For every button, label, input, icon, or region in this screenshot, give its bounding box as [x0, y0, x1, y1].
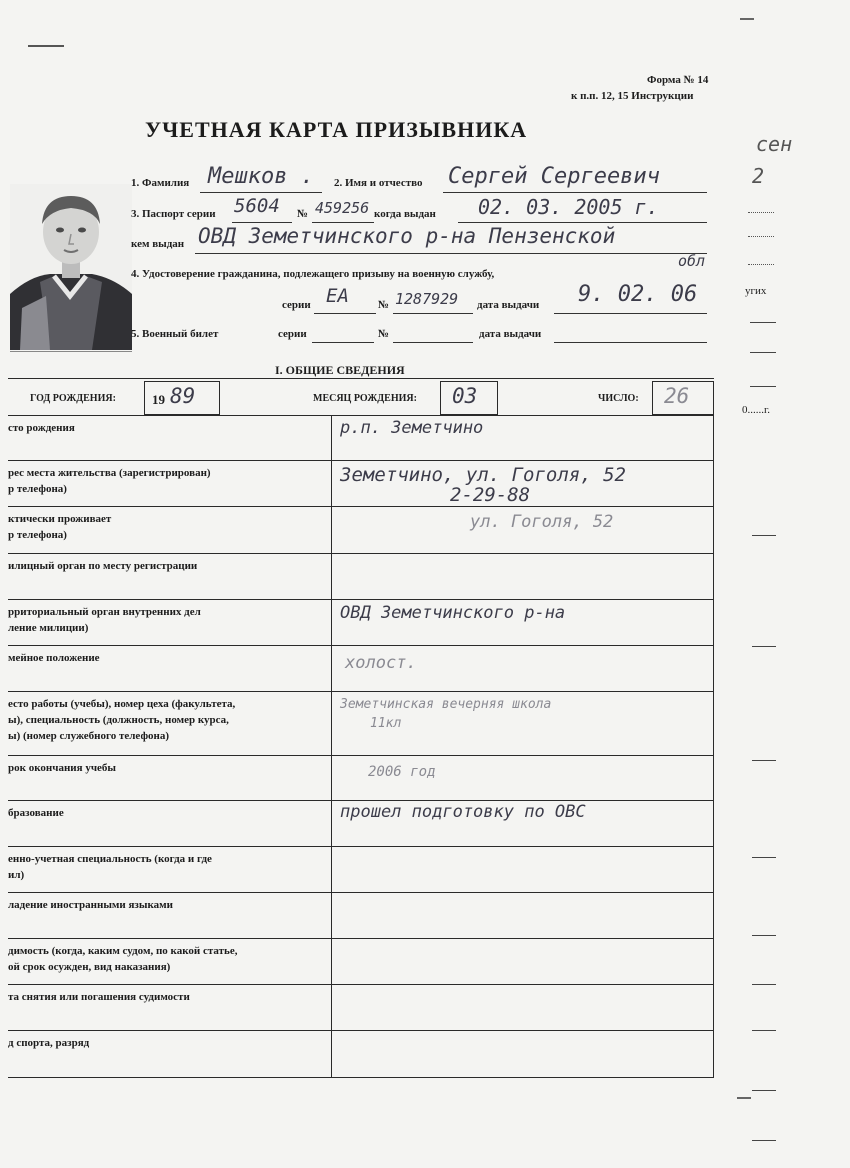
- margin-line: [752, 535, 776, 536]
- row-divider: [8, 599, 714, 600]
- issued-by-value: ОВД Земетчинского р-на Пензенской: [198, 224, 616, 248]
- row-divider: [8, 691, 714, 692]
- surname-value: Мешков .: [208, 164, 314, 189]
- cert-series-value: ЕА: [326, 285, 349, 307]
- birth-month-label: МЕСЯЦ РОЖДЕНИЯ:: [313, 393, 417, 404]
- margin-line: [752, 984, 776, 985]
- margin-note-others: угих: [745, 285, 767, 297]
- row-value: р.п. Земетчино: [340, 418, 484, 438]
- certificate-label: 4. Удостоверение гражданина, подлежащего призыву на военную службу,: [131, 268, 495, 280]
- issued-by-label: кем выдан: [131, 238, 185, 250]
- military-number-line: [393, 342, 473, 343]
- row-label: мейное положение: [8, 652, 100, 664]
- row-divider: [8, 800, 714, 801]
- scan-mark: [28, 45, 64, 47]
- row-label: бразование: [8, 807, 64, 819]
- cert-date-label: дата выдачи: [477, 299, 540, 311]
- row-label: енно-учетная специальность (когда и где ил): [8, 853, 212, 881]
- row-label: есто работы (учебы), номер цеха (факультета, ы), специальность (должность, номер курса, ы) (номер служебного телефона): [8, 698, 236, 742]
- passport-issued-value: 02. 03. 2005 г.: [478, 195, 659, 219]
- birth-year-value: 89: [170, 384, 196, 408]
- row-value: 2006 год: [368, 764, 436, 780]
- row-value: Земетчинская вечерняя школа: [340, 697, 552, 712]
- row-divider: [8, 553, 714, 554]
- margin-note-top: сен: [756, 132, 793, 156]
- military-date-line: [554, 342, 707, 343]
- passport-series-label: 3. Паспорт серии: [131, 208, 216, 220]
- name-line: [443, 192, 707, 193]
- row-label: димость (когда, каким судом, по какой статье, ой срок осужден, вид наказания): [8, 945, 238, 973]
- row-value: ул. Гоголя, 52: [470, 512, 614, 532]
- name-label: 2. Имя и отчество: [334, 177, 423, 189]
- row-label: ктически проживает р телефона): [8, 513, 112, 541]
- row-value: холост.: [345, 653, 417, 673]
- row-label: илицный орган по месту регистрации: [8, 560, 198, 572]
- passport-issued-line: [458, 222, 707, 223]
- row-value: Земетчино, ул. Гоголя, 52: [340, 464, 626, 486]
- table-bottom-border: [8, 1077, 714, 1078]
- row-label: рок окончания учебы: [8, 762, 116, 774]
- name-value: Сергей Сергеевич: [448, 164, 660, 189]
- surname-label: 1. Фамилия: [131, 177, 190, 189]
- document-title: УЧЕТНАЯ КАРТА ПРИЗЫВНИКА: [145, 117, 528, 142]
- photo-portrait-icon: [10, 184, 132, 350]
- row-value: ОВД Земетчинского р-на: [340, 603, 566, 623]
- margin-dots: [748, 264, 774, 265]
- issued-by-line: [195, 253, 707, 254]
- row-label: сто рождения: [8, 422, 75, 434]
- row-label: та снятия или погашения судимости: [8, 991, 190, 1003]
- margin-note-date: 0......г.: [742, 404, 771, 416]
- form-reference: к п.п. 12, 15 Инструкции: [571, 90, 694, 102]
- table-header-border: [8, 415, 714, 416]
- row-divider: [8, 755, 714, 756]
- military-date-label: дата выдачи: [479, 328, 542, 340]
- row-value-class: 11кл: [370, 716, 402, 731]
- photo: [10, 184, 132, 350]
- passport-number-line: [312, 222, 374, 223]
- row-divider: [8, 645, 714, 646]
- row-label: рес места жительства (зарегистрирован) р телефона): [8, 467, 211, 495]
- row-divider: [8, 1030, 714, 1031]
- margin-dots: [748, 236, 774, 237]
- margin-line: [752, 760, 776, 761]
- scan-mark-right: [740, 18, 754, 20]
- row-value-phone: 2-29-88: [450, 484, 531, 506]
- passport-number-value: 459256: [315, 199, 370, 217]
- passport-series-line: [232, 222, 292, 223]
- margin-line: [750, 386, 776, 387]
- margin-line: [752, 857, 776, 858]
- row-divider: [8, 938, 714, 939]
- row-value: прошел подготовку по ОВС: [340, 802, 586, 822]
- cert-number-line: [393, 313, 473, 314]
- margin-note-number: 2: [752, 164, 765, 188]
- margin-dots: [748, 212, 774, 213]
- birth-year-label: ГОД РОЖДЕНИЯ:: [30, 393, 116, 404]
- photo-divider: [10, 351, 132, 352]
- military-series-label: серии: [278, 328, 307, 340]
- row-divider: [8, 460, 714, 461]
- birth-year-prefix: 19: [152, 392, 165, 407]
- row-divider: [8, 892, 714, 893]
- military-id-label: 5. Военный билет: [131, 328, 219, 340]
- cert-date-value: 9. 02. 06: [578, 282, 698, 307]
- margin-line: [752, 935, 776, 936]
- row-divider: [8, 506, 714, 507]
- scan-mark-bottom: [737, 1097, 751, 1099]
- margin-line: [752, 1090, 776, 1091]
- form-number: Форма № 14: [647, 74, 709, 86]
- passport-issued-label: когда выдан: [374, 208, 436, 220]
- birth-day-value: 26: [664, 384, 690, 408]
- row-label: д спорта, разряд: [8, 1037, 90, 1049]
- surname-line: [200, 192, 322, 193]
- cert-series-label: серии: [282, 299, 311, 311]
- margin-line: [750, 352, 776, 353]
- cert-series-line: [314, 313, 376, 314]
- table-right-border: [713, 415, 714, 1077]
- row-label: ладение иностранными языками: [8, 899, 173, 911]
- row-divider: [8, 984, 714, 985]
- margin-line: [752, 1030, 776, 1031]
- cert-number-value: 1287929: [395, 290, 459, 308]
- margin-line: [750, 322, 776, 323]
- birth-month-value: 03: [452, 384, 478, 408]
- table-top-border: [8, 378, 714, 379]
- cert-number-label: №: [378, 299, 390, 311]
- margin-line: [752, 1140, 776, 1141]
- section-title: I. ОБЩИЕ СВЕДЕНИЯ: [275, 363, 405, 377]
- margin-line: [752, 646, 776, 647]
- birth-day-label: ЧИСЛО:: [598, 393, 639, 404]
- military-series-line: [312, 342, 374, 343]
- cert-date-line: [554, 313, 707, 314]
- passport-series-value: 5604: [234, 195, 280, 217]
- issued-by-value-cont: обл: [678, 252, 706, 270]
- passport-number-label: №: [297, 208, 309, 220]
- military-number-label: №: [378, 328, 390, 340]
- row-divider: [8, 846, 714, 847]
- row-label: рриториальный орган внутренних дел ление милиции): [8, 606, 201, 634]
- table-column-divider: [331, 415, 332, 1077]
